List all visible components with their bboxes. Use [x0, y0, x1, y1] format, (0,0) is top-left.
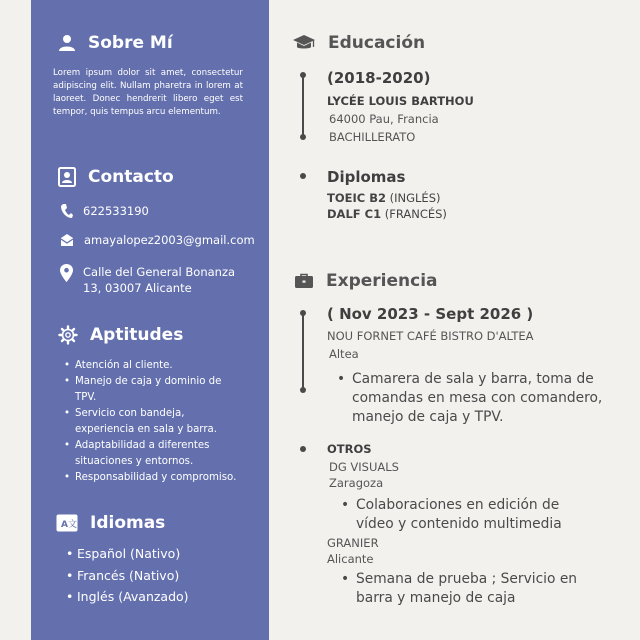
language-item: • Francés (Nativo) [66, 565, 189, 587]
job-task: • Camarera de sala y barra, toma de comandas en mesa con comandero, manejo de caja y TPV. [337, 370, 620, 427]
email-row [60, 232, 255, 248]
diploma-name: DALF C1 [327, 207, 382, 221]
degree: BACHILLERATO [329, 130, 416, 144]
job-task: • Semana de prueba ; Servicio en barra y manejo de caja [341, 570, 591, 608]
gear-icon [58, 325, 78, 345]
location-pin-icon [60, 264, 73, 296]
experience-timeline [302, 312, 304, 390]
skill-item: • Adaptabilidad a diferentes situaciones y entornos. [63, 438, 238, 470]
company-name: GRANIER [327, 536, 379, 550]
contact-heading [58, 167, 174, 187]
skills-list [63, 358, 238, 486]
diploma-item [327, 191, 440, 205]
diploma-note: (INGLÉS) [385, 191, 441, 205]
company-city: Altea [329, 347, 359, 361]
email-address[interactable]: amayalopez2003@gmail.com [84, 233, 255, 247]
others-title: OTROS [327, 442, 372, 456]
company-city: Alicante [327, 552, 374, 566]
timeline-dot [300, 387, 306, 393]
language-item: • Español (Nativo) [66, 543, 189, 565]
skill-item: • Manejo de caja y dominio de TPV. [63, 374, 238, 406]
education-timeline [302, 76, 304, 138]
timeline-dot [300, 72, 306, 78]
address-line-1: Calle del General Bonanza [83, 265, 236, 279]
contact-card-icon [58, 167, 76, 187]
timeline-dot [300, 134, 306, 140]
about-heading [58, 33, 173, 53]
diploma-note: (FRANCÉS) [381, 207, 447, 221]
translate-icon [56, 514, 78, 532]
company-name: NOU FORNET CAFÉ BISTRO D'ALTEA [327, 329, 534, 343]
experience-title: Experiencia [326, 271, 438, 291]
address-row [60, 264, 235, 296]
svg-text:A: A [61, 520, 68, 530]
education-period: (2018-2020) [327, 69, 431, 87]
education-title: Educación [328, 33, 426, 53]
skills-title: Aptitudes [90, 325, 184, 345]
about-title: Sobre Mí [88, 33, 173, 53]
language-item: • Inglés (Avanzado) [66, 586, 189, 608]
school-location: 64000 Pau, Francia [329, 112, 439, 126]
timeline-dot [300, 446, 306, 452]
school-name: LYCÉE LOUIS BARTHOU [327, 94, 474, 108]
address-line-2: 13, 03007 Alicante [83, 281, 192, 295]
company-city: Zaragoza [329, 476, 384, 490]
phone-number[interactable]: 622533190 [83, 204, 149, 218]
svg-text:文: 文 [68, 520, 78, 530]
skills-heading [58, 325, 183, 345]
languages-list [66, 543, 189, 608]
languages-heading [56, 513, 165, 533]
education-heading [292, 33, 425, 53]
address [83, 264, 235, 296]
phone-icon [60, 203, 73, 219]
diploma-item [327, 207, 447, 221]
briefcase-icon [294, 273, 314, 289]
skill-item: • Atención al cliente. [63, 358, 238, 374]
diploma-name: TOEIC B2 [327, 191, 386, 205]
graduation-cap-icon [292, 34, 316, 52]
languages-title: Idiomas [90, 513, 166, 533]
phone-row [60, 203, 149, 219]
job-task: • Colaboraciones en edición de vídeo y contenido multimedia [341, 496, 586, 534]
experience-period: ( Nov 2023 - Sept 2026 ) [327, 305, 534, 323]
company-name: DG VISUALS [329, 460, 399, 474]
experience-heading [294, 271, 438, 291]
timeline-dot [300, 310, 306, 316]
timeline-dot [300, 173, 306, 179]
user-icon [58, 34, 76, 52]
email-icon [60, 232, 74, 248]
skill-item: • Servicio con bandeja, experiencia en sala y barra. [63, 406, 238, 438]
diplomas-title: Diplomas [327, 168, 406, 186]
skill-item: • Responsabilidad y compromiso. [63, 470, 238, 486]
contact-title: Contacto [88, 167, 174, 187]
about-text: Lorem ipsum dolor sit amet, consectetur adipiscing elit. Nullam pharetra in lorem at laoreet. Donec hendrerit libero eget est tempor, quis tempus arcu elementum. [53, 68, 243, 117]
